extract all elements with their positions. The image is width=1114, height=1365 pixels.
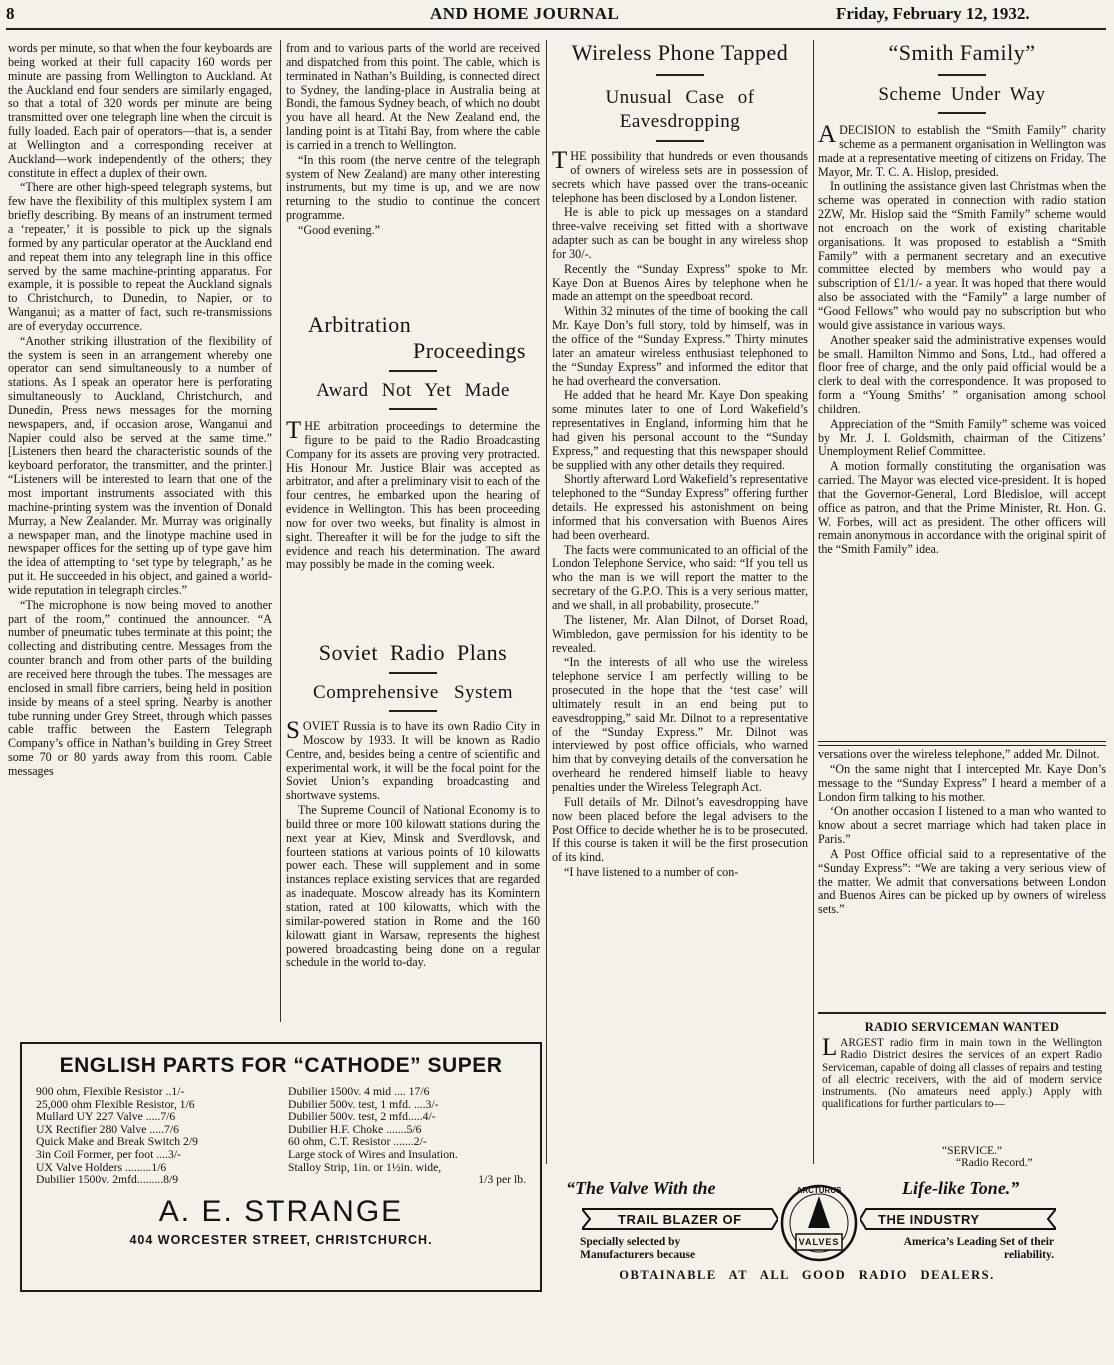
paragraph: “Good evening.” [298, 222, 380, 237]
issue-date: Friday, February 12, 1932. [836, 4, 1030, 23]
wireless-body [552, 150, 808, 1160]
paragraph: “The microphone is now being moved to another part of the room,” continued the announcer. “A number of pneumatic tubes terminate at this point; the collecting and distributing centre. Messages from the counter branch and from other parts of the building are received here through the tubes. The messages are enclosed in small fibre carriers, being held in position inside by means of a steel spring. Nearby is another tube running under Grey Street, through which passes cable traffic between the Eastern Telegraph Company’s office in Nathan’s building in Grey Street some 70 or 80 yards away from this room. Cable messages [8, 597, 272, 778]
column-rule [280, 40, 281, 1022]
smith-body [818, 124, 1106, 714]
paragraph: Shortly afterward Lord Wakefield’s representative telephoned to the “Sunday Express” offering further details. He expressed his astonishment on being informed that his conversation with Buenos Aires had been overheard. [552, 472, 808, 542]
price-item: Quick Make and Break Switch 2/9 [36, 1135, 198, 1149]
paragraph: He added that he heard Mr. Kaye Don speaking some minutes later to one of Lord Wakefield’s representatives in England, informing him that he had given his personal account to the “Sunday Express,” and requesting that this newspaper should be supplied with any other details they required. [552, 388, 808, 472]
paragraph: LARGEST radio firm in main town in the Wellington Radio District desires the services of an expert Radio Serviceman, capable of doing all classes of repairs and testing of all electric receivers, with the aid of modern service instruments. (No amateurs need apply.) Apply with qualifications for further particulars to— [822, 1037, 1102, 1111]
headline-rule [389, 370, 437, 372]
wireless-subhead: Unusual Case of Eavesdropping [605, 87, 755, 132]
wireless-headline: Wireless Phone Tapped [571, 40, 789, 65]
wanted-title: RADIO SERVICEMAN WANTED [864, 1020, 1060, 1034]
price-item: UX Valve Holders .........1/6 [36, 1160, 167, 1174]
strange-parts-ad [20, 1042, 542, 1292]
price-item: 900 ohm, Flexible Resistor ..1/- [36, 1085, 185, 1098]
strange-name: A. E. STRANGE [158, 1194, 404, 1228]
price-item: Dubilier 1500v. 4 mid .... 17/6 [288, 1085, 430, 1098]
paragraph: from and to various parts of the world are received and dispatched from this point. The cable, which is terminated in Nathan’s Building, is connected direct to Sydney, the landing-place in Australia being at Bondi, the famous Sydney beach, of which no doubt you have all heard. At the New Zealand end, the landing point is at Titahi Bay, from where the cable is carried in a trench to Wellington. [286, 42, 540, 152]
arbitration-article [286, 312, 540, 630]
price-item: Dubilier 500v. test, 1 mfd. ....3/- [288, 1097, 439, 1111]
paragraph: “I have listened to a number of con- [564, 865, 739, 880]
arbitration-body [286, 420, 540, 630]
price-item: Stalloy Strip, 1in. or 1½in. wide, [288, 1160, 442, 1174]
header-rule [6, 28, 1106, 30]
smith-family-article [818, 40, 1106, 714]
headline-rule [938, 112, 986, 114]
wanted-sign-1: “SERVICE.” [942, 1145, 1003, 1157]
headline-rule [389, 710, 437, 712]
paragraph: He is able to pick up messages on a standard three-valve receiving set fitted with a shortwave adapter such as can be bought in any wireless shop for 30/-. [552, 205, 808, 261]
logo-bottom-text: VALVES [798, 1237, 840, 1247]
paragraph: words per minute, so that when the four keyboards are being worked at their full capacity 160 words per minute are passing from Wellington to Auckland. At the Auckland end four senders are similarly engaged, so that a total of 320 words per minute are being transmitted over one telegraph line when the circuit is fully loaded. Each pair of operators—that is, a sender at Wellington and a corresponding receiver at Auckland—work independently of the others; they constitute in effect a duplex of their own. [8, 42, 272, 180]
price-item: 25,000 ohm Flexible Resistor, 1/6 [36, 1097, 195, 1111]
soviet-article [286, 640, 540, 1016]
logo-top-text: ARCTURUS [796, 1186, 842, 1195]
price-item: 3in Coil Former, per foot ....3/- [36, 1147, 181, 1161]
paragraph: ADECISION to establish the “Smith Family” charity scheme as a permanent organisation in Wellington was made at a representative meeting of citizens on Friday. The Mayor, Mr. T. C. A. Hislop, presided. [818, 124, 1106, 179]
price-item: 60 ohm, C.T. Resistor .......2/- [288, 1135, 427, 1149]
paragraph: “On the same night that I intercepted Mr. Kaye Don’s message to the “Sunday Express” I heard a member of a London firm talking to his mother. [818, 761, 1106, 804]
strange-ad-title: ENGLISH PARTS FOR “CATHODE” SUPER [59, 1054, 503, 1077]
paragraph: versations over the wireless telephone,” added Mr. Dilnot. [818, 748, 1100, 761]
price-item: UX Rectifier 280 Valve .....7/6 [36, 1122, 179, 1136]
price-item: Dubilier 1500v. 2mfd.........8/9 [36, 1173, 179, 1187]
paragraph: The Supreme Council of National Economy is to build three or more 100 kilowatt stations during the next year at Kiev, Minsk and Sverdlovsk, and fourteen stations at various points of 10 kilowatts power each. These will supplement and in some instances replace existing services that are regarded as inadequate. Moscow already has its Komintern station, rated at 100 kilowatts, which with the similar-powered station in Rome and the 160 kilowatt giant in Warsaw, represents the highest powered broadcasting being done on a regular schedule in the world to-day. [286, 803, 540, 970]
arcturus-headline-right: Life-like Tone.” [902, 1178, 1020, 1198]
price-item: Dubilier H.F. Choke .......5/6 [288, 1122, 422, 1136]
paragraph: “Another striking illustration of the flexibility of the system is seen in an arrangement whereby one operator can send simultaneously to a number of stations. As I speak an operator here is perforating simultaneously to Auckland, Christchurch, and Dunedin, Press news messages for the morning newspapers, and, if occasion arose, Wanganui and Napier could also be served at the same time.” [Listeners then heard the characteristic sounds of the keyboard perforator, the transmitter, and the printer.] “Listeners will be interested to learn that one of the most important instruments associated with this machine-printing system was the invention of Donald Murray, a New Zealander. Mr. Murray was originally a newspaper man, and the linotype machine used in newspaper offices for the setting up of type gave him the idea of attempting to ‘set type by telegraph,’ as he put it. He succeeded in his object, and gained a world-wide reputation in telegraph circles.” [8, 333, 272, 597]
paragraph: The facts were communicated to an official of the London Telephone Service, who said: “If you tell us who the man is we will report the matter to the secretary of the G.P.O. This is a very serious matter, and we shall, in all probability, prosecute.” [552, 542, 808, 612]
banner-left-text: TRAIL BLAZER OF [618, 1212, 742, 1227]
arcturus-valves-ad [552, 1176, 1062, 1294]
paragraph: “In the interests of all who use the wireless telephone service I am perfectly willing to be prosecuted in the hope that the ‘test case’ will ultimately result in an end being put to eavesdropping,” said Mr. Dilnot to a representative of the “Sunday Express.” Mr. Dilnot was interviewed by post office officials, who warned him that by conveying details of the conversation he overheard he rendered himself liable to heavy penalties under the Wireless Telegraph Act. [552, 655, 808, 794]
headline-rule [389, 672, 437, 674]
wanted-sign-2: “Radio Record.” [956, 1157, 1033, 1169]
paragraph: A Post Office official said to a representative of the “Sunday Express”: “We are taking a very serious view of the matter. We admit that conversations between London and Buenos Aires can be picked up by owners of wireless sets.” [818, 846, 1106, 917]
wireless-article [552, 40, 808, 1160]
arcturus-headline-left: “The Valve With the [566, 1178, 716, 1198]
masthead: AND HOME JOURNAL [430, 4, 620, 23]
arcturus-right-text: America’s Leading Set of their reliability. [903, 1236, 1054, 1261]
paragraph: In outlining the assistance given last Christmas when the scheme was operated in connection with radio station 2ZW, Mr. Hislop said the “Smith Family” scheme would not encroach on the work of existing charitable organisations. It was proposed to establish a “Smith Family” with a permanent secretary and an executive committee elected by members who would pay a subscription of £1/1/- a year. It was hoped that there would also be associated with the “Family” a large number of “Good Fellows” who would pay no subscription but who would give assistance in various ways. [818, 179, 1106, 332]
paragraph: Full details of Mr. Dilnot’s eavesdropping have now been placed before the legal advisers to the Post Office to decide whether he is to be prosecuted. If this course is taken it will be the first prosecution of its kind. [552, 794, 808, 865]
headline-rule [389, 408, 437, 410]
arcturus-left-text: Specially selected by Manufacturers because [580, 1236, 696, 1261]
arbitration-headline-2: Proceedings [412, 338, 526, 363]
price-item: Large stock of Wires and Insulation. [288, 1147, 458, 1161]
headline-rule [656, 74, 704, 76]
paragraph: Another speaker said the administrative expenses would be small. Hamilton Nimmo and Sons, Ltd., had offered a floor free of charge, and the only paid official would be a clerk to deal with the correspondence. It was proposed to form a “Young Smiths’ ” organisation among school children. [818, 332, 1106, 416]
paragraph: “There are other high-speed telegraph systems, but few have the flexibility of this multiplex system I am briefly describing. By means of an instrument termed a ‘repeater,’ it is possible to pick up the signals formed by any particular operator at the Auckland end and repeat them into any telegraph line in this office served by the same machine-printing apparatus. For example, it is possible to repeat the Auckland signals to Christchurch, to Dunedin, to Napier, or to Wanganui; as a matter of fact, such re-transmissions are of everyday occurrence. [8, 180, 272, 333]
column-rule [813, 40, 814, 1164]
strange-address: 404 WORCESTER STREET, CHRISTCHURCH. [129, 1232, 433, 1247]
paragraph: SOVIET Russia is to have its own Radio City in Moscow by 1933. It will be known as Radio Centre, and, besides being a centre of scientific and experimental work, it will be the focal point for the Soviet Union’s expanding broadcasting and shortwave systems. [286, 720, 540, 803]
paragraph: ‘On another occasion I listened to a man who wanted to know about a secret marriage which had taken place in Paris.” [818, 804, 1106, 847]
price-item: Dubilier 500v. test, 2 mfd.....4/- [288, 1110, 436, 1124]
wireless-continued [818, 748, 1106, 998]
headline-rule [656, 140, 704, 142]
divider [818, 741, 1106, 746]
paragraph: The listener, Mr. Alan Dilnot, of Dorset Road, Wimbledon, gave permission for his identity to be revealed. [552, 612, 808, 655]
smith-subhead: Scheme Under Way [878, 84, 1046, 105]
soviet-body [286, 720, 540, 1016]
smith-headline: “Smith Family” [888, 40, 1036, 65]
serviceman-wanted-ad [818, 1012, 1106, 1169]
arbitration-headline-1: Arbitration [308, 312, 412, 337]
telegraph-article-col1 [8, 42, 272, 1022]
paragraph: “In this room (the nerve centre of the telegraph system of New Zealand) are many other interesting instruments, but my time is up, and we are now returning to the studio to continue the concert programme. [286, 152, 540, 223]
page-number: 8 [6, 4, 15, 23]
paragraph: Within 32 minutes of the time of booking the call Mr. Kaye Don’s full story, told by himself, was in the office of the “Sunday Express.” Thirty minutes later an amateur wireless enthusiast telephoned to the “Sunday Express” and informed the editor that he had overheard the conversation. [552, 304, 808, 388]
paragraph: Recently the “Sunday Express” spoke to Mr. Kaye Don at Buenos Aires by telephone when he made an attempt on the speedboat record. [552, 261, 808, 304]
arcturus-bottom-line: OBTAINABLE AT ALL GOOD RADIO DEALERS. [619, 1268, 995, 1282]
paragraph: A motion formally constituting the organisation was carried. The Mayor was elected vice-president. It is hoped that the Governor-General, Lord Bledisloe, will accept office as patron, and that the Prime Minister, Rt. Hon. G. W. Forbes, will act as president. The other officers will remain anonymous in accordance with the original spirit of the “Smith Family” idea. [818, 459, 1106, 557]
wanted-body [818, 1037, 1106, 1145]
paragraph: THE possibility that hundreds or even thousands of owners of wireless sets are in possession of secrets which have passed over the trans-oceanic telephone has been disclosed by a London listener. [552, 150, 808, 205]
soviet-subhead: Comprehensive System [313, 682, 513, 703]
telegraph-article-col2 [286, 42, 540, 292]
price-item: Mullard UY 227 Valve .....7/6 [36, 1110, 176, 1124]
paragraph: THE arbitration proceedings to determine the figure to be paid to the Radio Broadcasting Company for its assets are proving very protracted. His Honour Mr. Justice Blair was accepted as arbitrator, and after a preliminary visit to each of the four centres, he embarked upon the hearing of evidence in Wellington. This has been proceeding now for over two weeks, but finality is almost in sight. Thereafter it will be for the judge to sift the evidence and reach his determination. The award may possibly be made in the coming week. [286, 420, 540, 572]
price-item: 1/3 per lb. [478, 1173, 526, 1187]
paragraph: Appreciation of the “Smith Family” scheme was voiced by Mr. J. I. Goldsmith, chairman of the Citizens’ Unemployment Relief Committee. [818, 416, 1106, 459]
headline-rule [938, 74, 986, 76]
column-rule [546, 40, 547, 1164]
arbitration-subhead: Award Not Yet Made [316, 380, 510, 401]
soviet-headline: Soviet Radio Plans [318, 640, 508, 665]
banner-right-text: THE INDUSTRY [878, 1212, 980, 1227]
